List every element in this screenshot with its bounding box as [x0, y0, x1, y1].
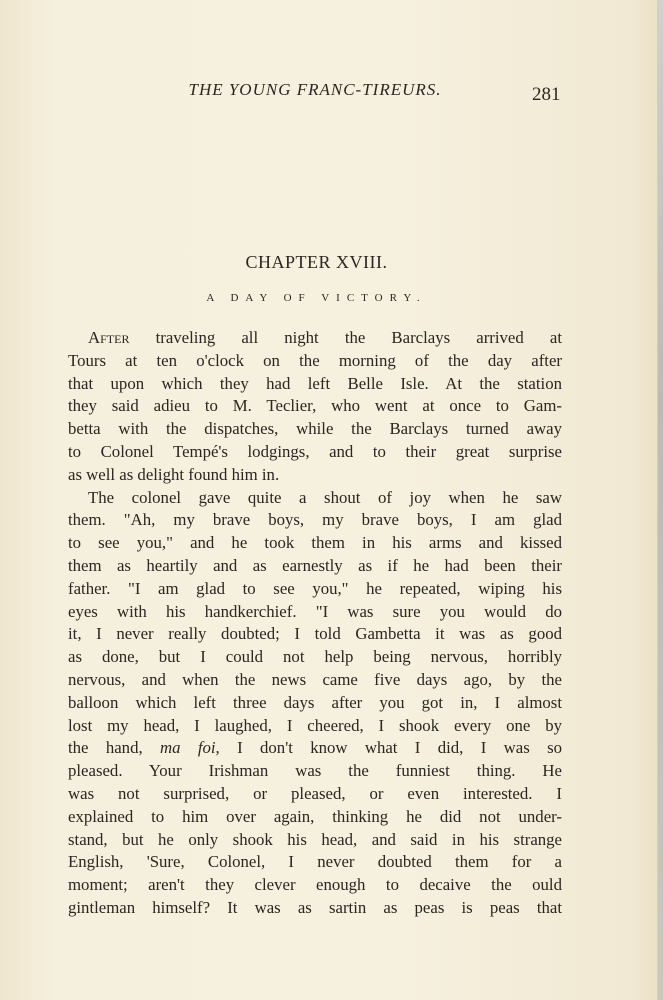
text-line: nervous, and when the news came five days ago, by the — [68, 669, 562, 689]
text-line: lost my head, I laughed, I cheered, I shook every one by — [68, 715, 562, 735]
body-text — [68, 327, 562, 920]
text-line: that upon which they had left Belle Isle. At the station — [68, 373, 562, 393]
text-line: English, 'Sure, Colonel, I never doubted them for a — [68, 852, 562, 872]
text-line: After traveling all night the Barclays arrived at — [88, 328, 562, 347]
text-line: pleased. Your Irishman was the funniest thing. He — [68, 761, 562, 781]
text-line: stand, but he only shook his head, and said in his strange — [68, 829, 562, 849]
text-line: them. "Ah, my brave boys, my brave boys, I am glad — [68, 510, 562, 530]
text-line: explained to him over again, thinking he did not under- — [68, 806, 562, 826]
text-line: gintleman himself? It was as sartin as peas is peas that — [68, 897, 562, 917]
text-line: they said adieu to M. Teclier, who went at once to Gam- — [68, 396, 562, 416]
text-line: them as heartily and as earnestly as if he had been their — [68, 555, 562, 575]
text-line: eyes with his handkerchief. "I was sure you would do — [68, 601, 562, 621]
text-line: the hand, ma foi, I don't know what I did, I was so — [68, 738, 562, 758]
text-line: betta with the dispatches, while the Barclays turned away — [68, 419, 562, 439]
text-line: The colonel gave quite a shout of joy when he saw — [88, 487, 562, 507]
text-line: it, I never really doubted; I told Gambetta it was as good — [68, 624, 562, 644]
text-line: balloon which left three days after you got in, I almost — [68, 692, 562, 712]
text-line: to Colonel Tempé's lodgings, and to their great surprise — [68, 441, 562, 461]
text-line: moment; aren't they clever enough to decaive the ould — [68, 875, 562, 895]
page-edge — [658, 0, 663, 1000]
text-line: Tours at ten o'clock on the morning of the day after — [68, 350, 562, 370]
text-line: to see you," and he took them in his arms and kissed — [68, 533, 562, 553]
chapter-subtitle: A DAY OF VICTORY. — [206, 292, 427, 304]
text-line: as done, but I could not help being nervous, horribly — [68, 647, 562, 667]
chapter-heading: CHAPTER XVIII. — [245, 252, 388, 272]
text-line: father. "I am glad to see you," he repeated, wiping his — [68, 578, 562, 598]
text-line: as well as delight found him in. — [68, 464, 280, 484]
running-head: THE YOUNG FRANC-TIREURS. — [188, 80, 442, 99]
text-line: was not surprised, or pleased, or even interested. I — [68, 783, 562, 803]
page-number: 281 — [532, 84, 561, 105]
